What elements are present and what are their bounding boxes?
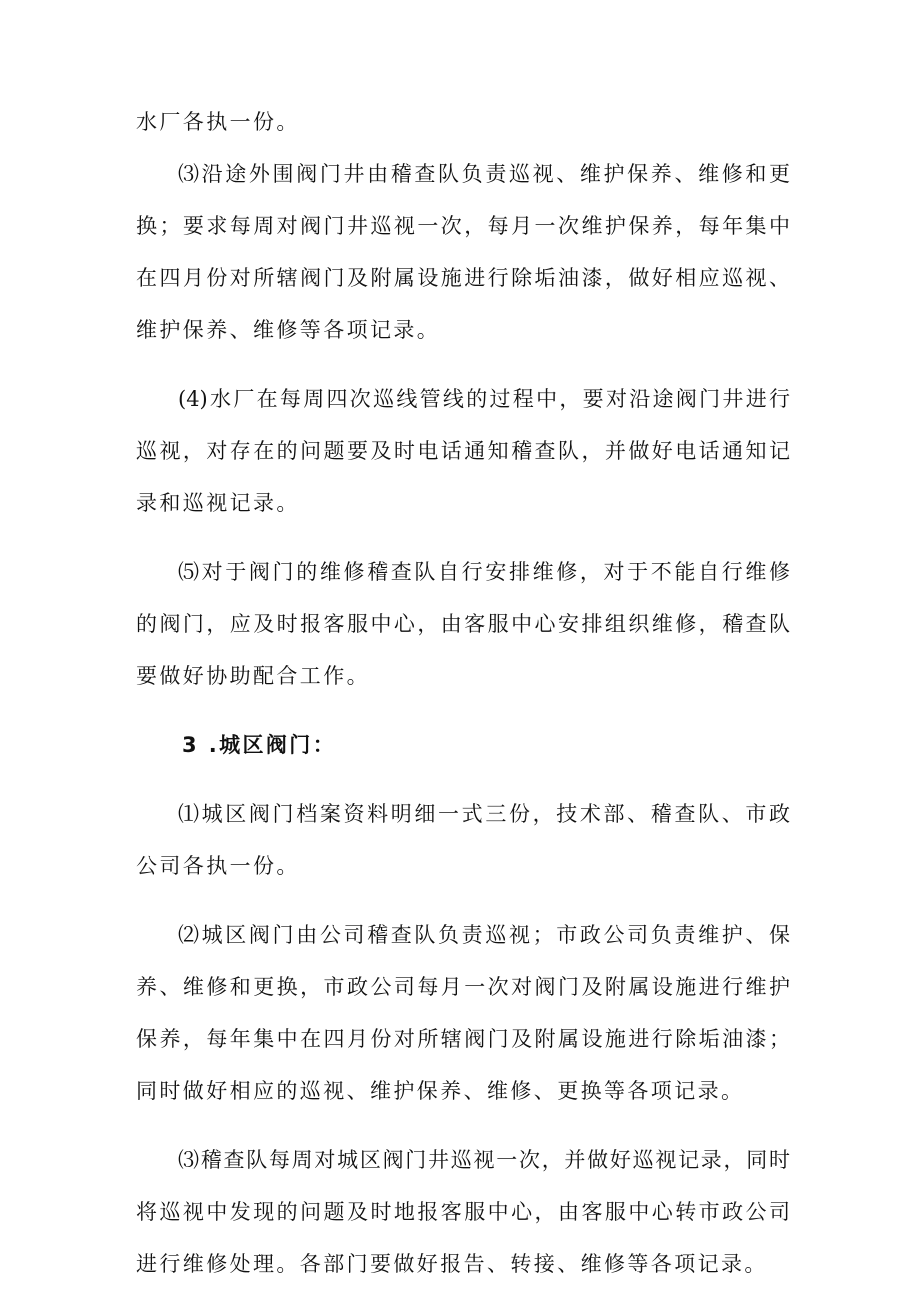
paragraph-line: 同时做好相应的巡视、维护保养、维修、更换等各项记录。 xyxy=(136,1079,745,1103)
paragraph-line: 保养，每年集中在四月份对所辖阀门及附属设施进行除垢油漆； xyxy=(136,1027,790,1051)
paragraph-line: 在四月份对所辖阀门及附属设施进行除垢油漆，做好相应巡视、 xyxy=(136,266,790,290)
paragraph-line: 录和巡视记录。 xyxy=(136,491,300,515)
paragraph-line: 养、维修和更换，市政公司每月一次对阀门及附属设施进行维护 xyxy=(136,975,790,999)
paragraph-line: 水厂各执一份。 xyxy=(136,110,300,134)
paragraph-line: ⑶沿途外围阀门井由稽查队负责巡视、维护保养、维修和更 xyxy=(178,162,790,186)
paragraph-line: 进行维修处理。各部门要做好报告、转接、维修等各项记录。 xyxy=(136,1252,768,1276)
document-page xyxy=(136,96,790,1290)
paragraph-line: ⑴城区阀门档案资料明细一式三份，技术部、稽查队、市政 xyxy=(178,802,790,826)
paragraph-line: 换；要求每周对阀门井巡视一次，每月一次维护保养，每年集中 xyxy=(136,214,790,238)
paragraph-line: ⑶稽查队每周对城区阀门井巡视一次，并做好巡视记录，同时 xyxy=(178,1148,790,1172)
paragraph-line: 将巡视中发现的问题及时地报客服中心，由客服中心转市政公司 xyxy=(136,1200,790,1224)
paragraph-line: 公司各执一份。 xyxy=(136,854,300,878)
paragraph-line: ⑵城区阀门由公司稽查队负责巡视；市政公司负责维护、保 xyxy=(178,923,790,947)
paragraph-line: 巡视，对存在的问题要及时电话通知稽查队，并做好电话通知记 xyxy=(136,439,790,463)
section-heading: 3 .城区阀门： xyxy=(182,733,337,757)
paragraph-line: 的阀门，应及时报客服中心，由客服中心安排组织维修，稽查队 xyxy=(136,612,790,636)
paragraph-line: 维护保养、维修等各项记录。 xyxy=(136,318,441,342)
paragraph-line: (4)水厂在每周四次巡线管线的过程中，要对沿途阀门井进行 xyxy=(178,387,790,411)
paragraph-line: 要做好协助配合工作。 xyxy=(136,664,370,688)
paragraph-line: ⑸对于阀门的维修稽查队自行安排维修，对于不能自行维修 xyxy=(178,560,790,584)
